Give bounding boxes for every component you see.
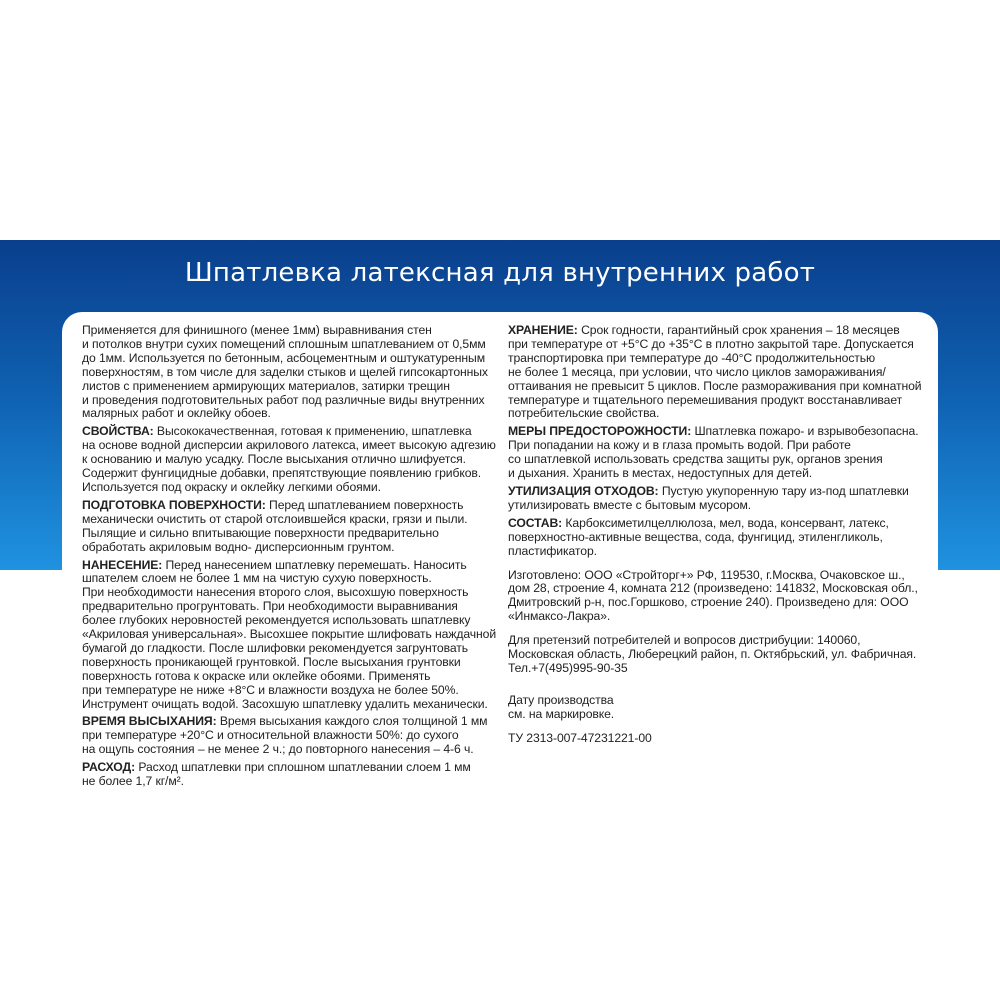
text-line: до 1мм. Используется по бетонным, асбоцементным и оштукатуренным — [82, 350, 485, 365]
text-line: «Инмаксо-Лакра». — [508, 609, 611, 624]
text-line: Для претензий потребителей и вопросов дистрибуции: 140060, — [508, 633, 861, 648]
production-date-info — [508, 694, 928, 722]
text-line: шпателем слоем не более 1 мм на чистую сухую поверхность. — [82, 571, 432, 586]
text-line: оттаивания не превысит 5 циклов. После размораживания при комнатной — [508, 378, 922, 393]
text-run: Высококачественная, готовая к применению, шпатлевка — [153, 424, 472, 439]
text-line: поверхность готова к окраске или оклейке обоями. Применять — [82, 668, 431, 683]
storage-section — [508, 324, 928, 421]
text-line: Пылящие и сильно впитывающие поверхности предварительно — [82, 525, 439, 540]
text-run: Шпатлевка пожаро- и взрывобезопасна. — [691, 424, 919, 439]
text-line: Инструмент очищать водой. Засохшую шпатлевку удалить механически. — [82, 696, 488, 711]
text-line: не более 1,7 кг/м². — [82, 774, 184, 789]
section-first-line — [82, 559, 502, 573]
intro-paragraph — [82, 324, 502, 421]
application-heading: НАНЕСЕНИЕ: — [82, 557, 163, 572]
section-first-line — [508, 485, 928, 499]
text-line: не более 1 месяца, при условии, что число циклов замораживания/ — [508, 364, 886, 379]
left-column — [82, 324, 502, 793]
text-line: Дмитровский р-н, пос.Горшково, строение 240). Произведено для: ООО — [508, 595, 909, 610]
text-line: более глубоких неровностей рекомендуется использовать шпатлевку — [82, 613, 471, 628]
text-line: при температуре от +5°С до +35°С в плотно закрытой таре. Допускается — [508, 336, 914, 351]
text-line: на основе водной дисперсии акрилового латекса, имеет высокую адгезию — [82, 438, 496, 453]
consumption-section — [82, 761, 502, 789]
properties-section — [82, 425, 502, 495]
safety-section — [508, 425, 928, 481]
text-line: Изготовлено: ООО «Стройторг+» РФ, 119530, г.Москва, Очаковское ш., — [508, 567, 905, 582]
disposal-section — [508, 485, 928, 513]
text-line: см. на маркировке. — [508, 706, 615, 721]
page-title: Шпатлевка латексная для внутренних работ — [184, 258, 816, 288]
text-run: Пустую укупоренную тару из-под шпатлевки — [658, 483, 909, 498]
text-line: «Акриловая универсальная». Высохшее покрытие шлифовать наждачной — [82, 627, 497, 642]
text-line: дом 28, строение 4, комната 212 (произведено: 141832, Московская обл., — [508, 581, 918, 596]
text-line: поверхность проникающей грунтовкой. После высыхания грунтовки — [82, 654, 461, 669]
text-line: на ощупь состояния – не менее 2 ч.; до повторного нанесения – 4-6 ч. — [82, 742, 474, 757]
text-line: Тел.+7(495)995-90-35 — [508, 660, 628, 675]
composition-section — [508, 517, 928, 559]
section-first-line — [82, 499, 502, 513]
spacer — [508, 680, 928, 694]
instructions-card — [62, 312, 938, 789]
right-column — [508, 324, 928, 750]
text-run: Срок годности, гарантийный срок хранения – 18 месяцев — [577, 323, 900, 337]
safety-heading: МЕРЫ ПРЕДОСТОРОЖНОСТИ: — [508, 424, 692, 439]
section-first-line — [508, 425, 928, 439]
text-line: При необходимости нанесения второго слоя, высохшую поверхность — [82, 585, 469, 600]
section-first-line — [508, 517, 928, 531]
manufacturer-info — [508, 569, 928, 625]
application-section — [82, 559, 502, 712]
text-line: листов с применением армирующих материалов, затирки трещин — [82, 378, 450, 393]
text-run: Карбоксиметилцеллюлоза, мел, вода, консервант, латекс, — [562, 515, 889, 530]
composition-heading: СОСТАВ: — [508, 515, 563, 530]
section-first-line — [82, 425, 502, 439]
drying-heading: ВРЕМЯ ВЫСЫХАНИЯ: — [82, 714, 217, 729]
text-line: транспортировка при температуре до -40°С продолжительностью — [508, 350, 876, 365]
properties-heading: СВОЙСТВА: — [82, 424, 154, 439]
text-line: пластификатор. — [508, 543, 597, 558]
text-line: Дату производства — [508, 692, 614, 707]
text-line: При попадании на кожу и в глаза промыть водой. При работе — [508, 438, 851, 453]
text-line: к основанию и малую усадку. После высыхания отлично шлифуется. — [82, 452, 466, 467]
text-line: Московская область, Люберецкий район, п. Октябрьский, ул. Фабричная. — [508, 647, 917, 662]
text-line: при температуре не ниже +8°С и влажности воздуха не более 50%. — [82, 682, 459, 697]
text-line: при температуре +20°С и относительной влажности 50%: до сухого — [82, 728, 459, 743]
disposal-heading: УТИЛИЗАЦИЯ ОТХОДОВ: — [508, 483, 659, 498]
text-run: Перед нанесением шпатлевку перемешать. Наносить — [162, 557, 467, 572]
text-run: Перед шпатлеванием поверхность — [265, 497, 464, 512]
text-line: и потолков внутри сухих помещений сплошным шпатлеванием от 0,5мм — [82, 336, 486, 351]
text-line: Содержит фунгицидные добавки, препятствующие появлению грибков. — [82, 466, 482, 481]
storage-heading: ХРАНЕНИЕ: — [508, 323, 578, 337]
claims-info — [508, 634, 928, 676]
surface-prep-section — [82, 499, 502, 555]
text-line: температуре и тщательного перемешивания продукт восстанавливает — [508, 392, 903, 407]
text-line: утилизировать вместе с бытовым мусором. — [508, 497, 752, 512]
text-line: и дыхания. Хранить в местах, недоступных для детей. — [508, 466, 813, 481]
text-line: механически очистить от старой отслоившейся краски, грязи и пыли. — [82, 511, 468, 526]
text-line: и проведения подготовительных работ под различные виды внутренних — [82, 392, 485, 407]
text-line: предварительно прогрунтовать. При необходимости выравнивания — [82, 599, 458, 614]
text-line: малярных работ и оклейку обоев. — [82, 406, 271, 421]
text-line: потребительские свойства. — [508, 406, 660, 421]
surface-prep-heading: ПОДГОТОВКА ПОВЕРХНОСТИ: — [82, 497, 266, 512]
text-line: со шпатлевкой использовать средства защиты рук, органов зрения — [508, 452, 883, 467]
text-line: поверхностям, в том числе для заделки стыков и щелей гипсокартонных — [82, 364, 488, 379]
text-line: бумагой до гладкости. После шлифовки рекомендуется загрунтовать — [82, 640, 468, 655]
section-first-line — [508, 324, 928, 338]
tech-spec-code: ТУ 2313-007-47231221-00 — [508, 730, 652, 745]
drying-section — [82, 715, 502, 757]
text-line: Применяется для финишного (менее 1мм) выравнивания стен — [82, 323, 432, 337]
text-line: Используется под окраску и оклейку легкими обоями. — [82, 479, 381, 494]
text-line: обработать акриловым водно- дисперсионным грунтом. — [82, 539, 395, 554]
text-line: поверхностно-активные вещества, сода, фунгицид, этиленгликоль, — [508, 529, 883, 544]
text-run: Время высыхания каждого слоя толщиной 1 мм — [216, 714, 488, 729]
consumption-heading: РАСХОД: — [82, 760, 136, 775]
standard-code — [508, 732, 928, 746]
section-first-line — [82, 715, 502, 729]
text-run: Расход шпатлевки при сплошном шпатлевании слоем 1 мм — [135, 760, 471, 775]
section-first-line — [82, 761, 502, 775]
